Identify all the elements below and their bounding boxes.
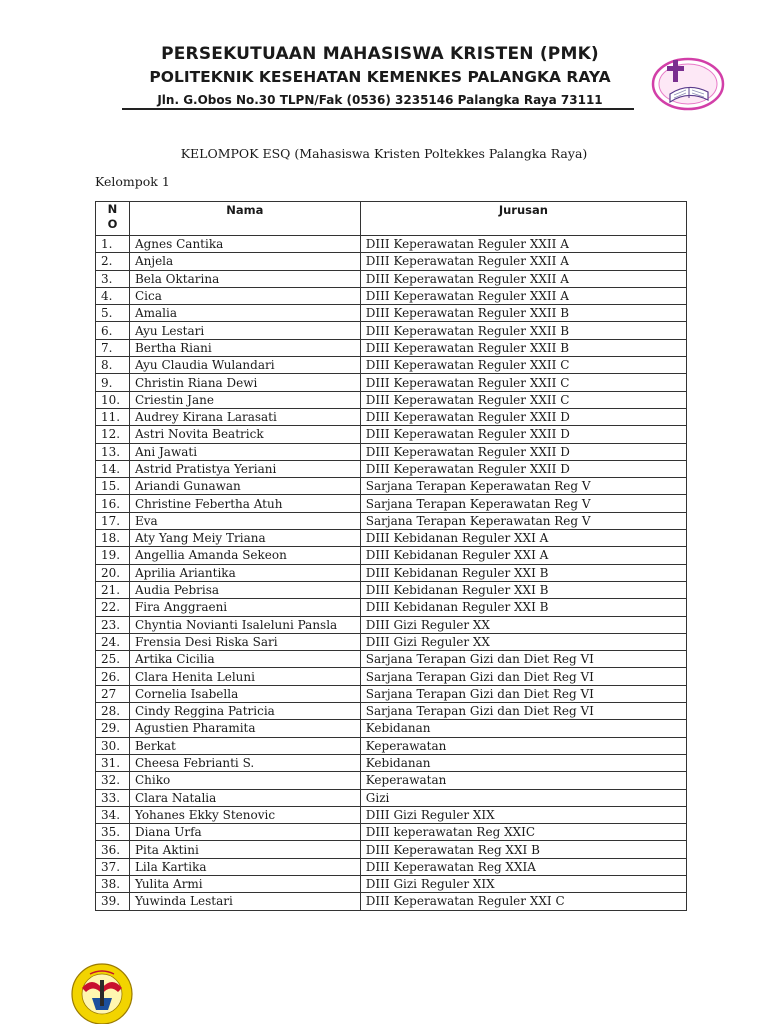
row-number-cell: 2. [96,253,130,270]
member-name-cell: Christin Riana Dewi [129,374,360,391]
table-row [96,703,687,720]
member-table [95,201,687,911]
member-name-cell: Diana Urfa [129,824,360,841]
program-cell: DIII Keperawatan Reguler XXII A [360,236,686,253]
table-row [96,720,687,737]
program-cell: Kebidanan [360,754,686,771]
program-cell: DIII Kebidanan Reguler XXI B [360,564,686,581]
row-number-cell: 28. [96,703,130,720]
row-number-cell: 33. [96,789,130,806]
address-line: Jln. G.Obos No.30 TLPN/Fak (0536) 3235146 Palangka Raya 73111 [157,93,603,107]
member-name-cell: Clara Henita Leluni [129,668,360,685]
member-name-cell: Frensia Desi Riska Sari [129,633,360,650]
member-name-cell: Berkat [129,737,360,754]
program-cell: DIII Gizi Reguler XIX [360,806,686,823]
table-row [96,651,687,668]
row-number-cell: 14. [96,460,130,477]
row-number-cell: 3. [96,270,130,287]
table-row [96,806,687,823]
row-number-cell: 18. [96,530,130,547]
column-header-name: Nama [129,202,360,236]
program-cell: Keperawatan [360,772,686,789]
member-name-cell: Astri Novita Beatrick [129,426,360,443]
program-cell: DIII Kebidanan Reguler XXI B [360,599,686,616]
member-name-cell: Chiko [129,772,360,789]
organization-name: PERSEKUTUAAN MAHASISWA KRISTEN (PMK) [161,44,599,64]
letterhead-divider [122,108,634,110]
row-number-cell: 7. [96,339,130,356]
program-cell: DIII Keperawatan Reg XXIA [360,858,686,875]
program-cell: DIII Keperawatan Reguler XXII D [360,408,686,425]
program-cell: DIII Gizi Reguler XIX [360,875,686,892]
table-row [96,357,687,374]
table-row [96,530,687,547]
row-number-cell: 17. [96,512,130,529]
program-cell: Keperawatan [360,737,686,754]
table-row [96,685,687,702]
program-cell: Sarjana Terapan Keperawatan Reg V [360,495,686,512]
member-name-cell: Yohanes Ekky Stenovic [129,806,360,823]
row-number-cell: 10. [96,391,130,408]
table-row [96,460,687,477]
program-cell: DIII Keperawatan Reguler XXII D [360,426,686,443]
program-cell: DIII Keperawatan Reg XXI B [360,841,686,858]
member-name-cell: Audrey Kirana Larasati [129,408,360,425]
table-row [96,287,687,304]
program-cell: Sarjana Terapan Gizi dan Diet Reg VI [360,703,686,720]
member-name-cell: Anjela [129,253,360,270]
table-row [96,824,687,841]
member-name-cell: Christine Febertha Atuh [129,495,360,512]
program-cell: DIII Kebidanan Reguler XXI B [360,581,686,598]
member-name-cell: Chyntia Novianti Isaleluni Pansla [129,616,360,633]
program-cell: DIII Keperawatan Reguler XXII A [360,270,686,287]
program-cell: DIII Keperawatan Reguler XXI C [360,893,686,910]
table-body [96,236,687,911]
table-row [96,754,687,771]
member-name-cell: Clara Natalia [129,789,360,806]
program-cell: DIII Keperawatan Reguler XXII B [360,305,686,322]
member-name-cell: Fira Anggraeni [129,599,360,616]
institution-name: POLITEKNIK KESEHATAN KEMENKES PALANGKA RAYA [149,68,611,86]
member-name-cell: Ayu Claudia Wulandari [129,357,360,374]
letterhead [120,42,640,110]
program-cell: DIII Keperawatan Reguler XXII C [360,357,686,374]
column-header-no-line1: N [107,202,118,216]
group-label: Kelompok 1 [95,174,170,189]
table-row [96,305,687,322]
table-row [96,789,687,806]
program-cell: Sarjana Terapan Keperawatan Reg V [360,512,686,529]
row-number-cell: 16. [96,495,130,512]
column-header-no-line2: O [107,217,118,231]
member-name-cell: Cica [129,287,360,304]
row-number-cell: 23. [96,616,130,633]
row-number-cell: 20. [96,564,130,581]
table-row [96,391,687,408]
table-row [96,772,687,789]
member-name-cell: Amalia [129,305,360,322]
table-row [96,374,687,391]
program-cell: Gizi [360,789,686,806]
program-cell: DIII Kebidanan Reguler XXI A [360,547,686,564]
member-name-cell: Yulita Armi [129,875,360,892]
row-number-cell: 35. [96,824,130,841]
table-row [96,478,687,495]
table-row [96,599,687,616]
table-row [96,408,687,425]
row-number-cell: 25. [96,651,130,668]
row-number-cell: 13. [96,443,130,460]
table-row [96,564,687,581]
program-cell: DIII Keperawatan Reguler XXII C [360,374,686,391]
row-number-cell: 1. [96,236,130,253]
member-name-cell: Ani Jawati [129,443,360,460]
row-number-cell: 36. [96,841,130,858]
table-row [96,253,687,270]
table-row [96,858,687,875]
program-cell: Kebidanan [360,720,686,737]
member-name-cell: Bertha Riani [129,339,360,356]
program-cell: DIII Keperawatan Reguler XXII B [360,322,686,339]
program-cell: Sarjana Terapan Gizi dan Diet Reg VI [360,685,686,702]
row-number-cell: 15. [96,478,130,495]
table-row [96,512,687,529]
row-number-cell: 32. [96,772,130,789]
program-cell: DIII Keperawatan Reguler XXII D [360,443,686,460]
table-row [96,547,687,564]
row-number-cell: 6. [96,322,130,339]
program-cell: DIII Keperawatan Reguler XXII C [360,391,686,408]
member-name-cell: Angellia Amanda Sekeon [129,547,360,564]
member-name-cell: Astrid Pratistya Yeriani [129,460,360,477]
row-number-cell: 27 [96,685,130,702]
member-name-cell: Agustien Pharamita [129,720,360,737]
table-row [96,737,687,754]
document-title: KELOMPOK ESQ (Mahasiswa Kristen Poltekkes Palangka Raya) [180,146,588,161]
table-row [96,426,687,443]
row-number-cell: 31. [96,754,130,771]
program-cell: Sarjana Terapan Keperawatan Reg V [360,478,686,495]
member-name-cell: Lila Kartika [129,858,360,875]
program-cell: DIII Keperawatan Reguler XXII D [360,460,686,477]
table-header-row [96,202,687,236]
table-row [96,270,687,287]
table-row [96,841,687,858]
member-name-cell: Aprilia Ariantika [129,564,360,581]
table-row [96,668,687,685]
member-name-cell: Ariandi Gunawan [129,478,360,495]
row-number-cell: 37. [96,858,130,875]
program-cell: DIII Keperawatan Reguler XXII B [360,339,686,356]
member-name-cell: Eva [129,512,360,529]
row-number-cell: 39. [96,893,130,910]
member-name-cell: Pita Aktini [129,841,360,858]
row-number-cell: 5. [96,305,130,322]
member-name-cell: Ayu Lestari [129,322,360,339]
program-cell: DIII Kebidanan Reguler XXI A [360,530,686,547]
row-number-cell: 12. [96,426,130,443]
row-number-cell: 8. [96,357,130,374]
member-name-cell: Criestin Jane [129,391,360,408]
table-row [96,322,687,339]
column-header-program: Jurusan [360,202,686,236]
row-number-cell: 30. [96,737,130,754]
table-row [96,893,687,910]
table-row [96,633,687,650]
row-number-cell: 29. [96,720,130,737]
program-cell: DIII Gizi Reguler XX [360,633,686,650]
row-number-cell: 34. [96,806,130,823]
poltekkes-emblem-icon [62,958,142,1024]
row-number-cell: 38. [96,875,130,892]
member-name-cell: Cheesa Febrianti S. [129,754,360,771]
member-name-cell: Cindy Reggina Patricia [129,703,360,720]
table-row [96,339,687,356]
program-cell: Sarjana Terapan Gizi dan Diet Reg VI [360,651,686,668]
table-row [96,616,687,633]
member-name-cell: Yuwinda Lestari [129,893,360,910]
program-cell: DIII keperawatan Reg XXIC [360,824,686,841]
column-header-no [96,202,130,236]
row-number-cell: 24. [96,633,130,650]
table-row [96,236,687,253]
table-row [96,581,687,598]
member-name-cell: Bela Oktarina [129,270,360,287]
row-number-cell: 19. [96,547,130,564]
table-row [96,443,687,460]
program-cell: Sarjana Terapan Gizi dan Diet Reg VI [360,668,686,685]
table-row [96,495,687,512]
table-row [96,875,687,892]
member-name-cell: Audia Pebrisa [129,581,360,598]
member-name-cell: Cornelia Isabella [129,685,360,702]
member-name-cell: Artika Cicilia [129,651,360,668]
program-cell: DIII Keperawatan Reguler XXII A [360,253,686,270]
row-number-cell: 11. [96,408,130,425]
row-number-cell: 21. [96,581,130,598]
row-number-cell: 4. [96,287,130,304]
program-cell: DIII Keperawatan Reguler XXII A [360,287,686,304]
member-name-cell: Agnes Cantika [129,236,360,253]
row-number-cell: 22. [96,599,130,616]
program-cell: DIII Gizi Reguler XX [360,616,686,633]
pmk-cross-bible-logo-icon [648,54,726,114]
row-number-cell: 9. [96,374,130,391]
member-name-cell: Aty Yang Meiy Triana [129,530,360,547]
row-number-cell: 26. [96,668,130,685]
